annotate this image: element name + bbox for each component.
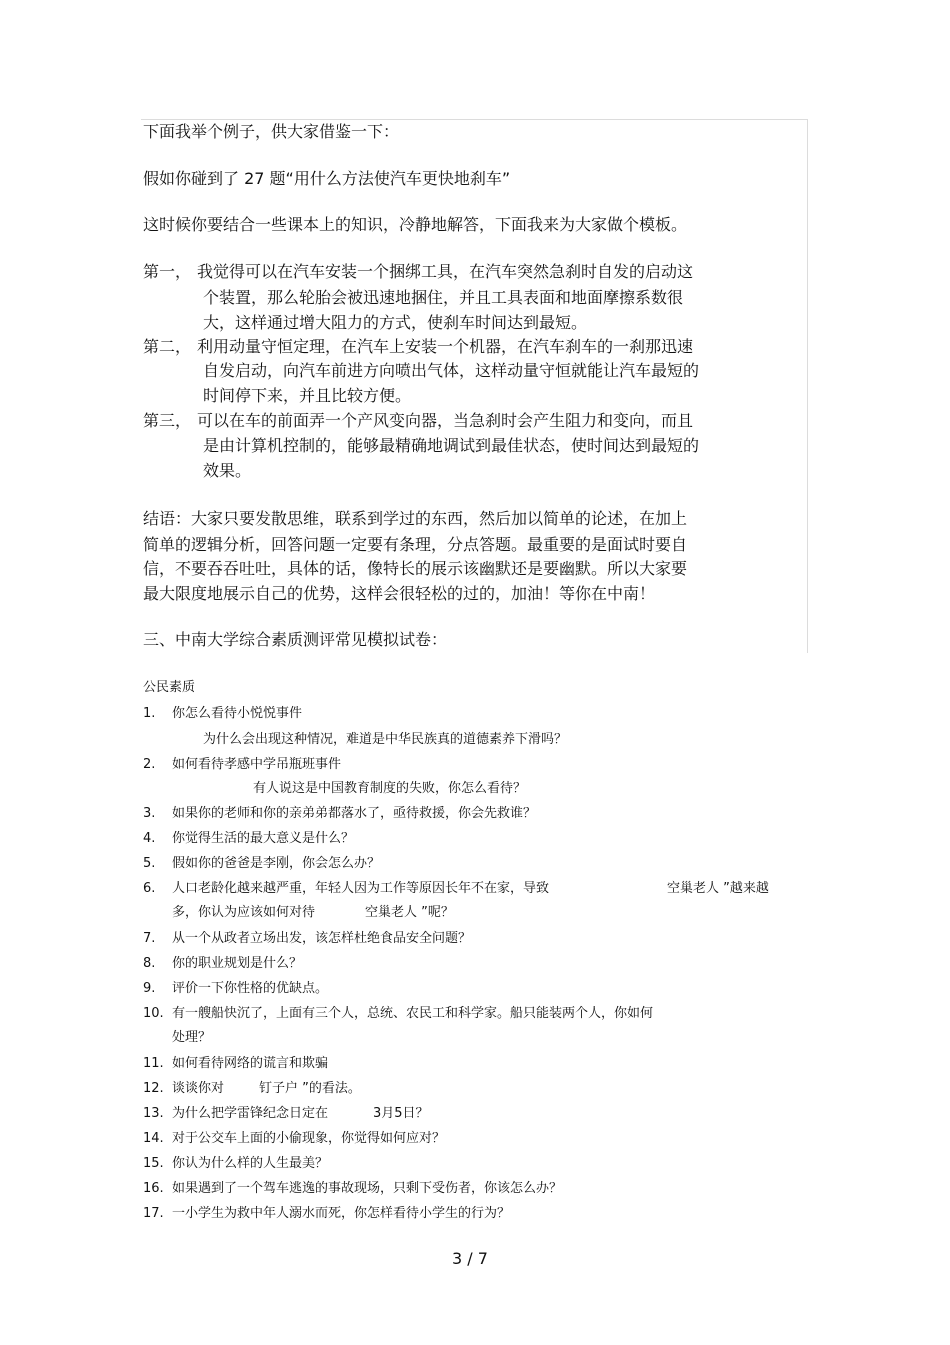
question-continuation: 多，你认为应该如何对待 <box>172 905 316 920</box>
question-text: 有一艘船快沉了，上面有三个人，总统、农民工和科学家。船只能装两个人，你如何 <box>172 1006 654 1021</box>
point-3-line-3: 效果。 <box>203 461 252 480</box>
question-text-quoted: 空巢老人 ”越来越 <box>667 881 769 896</box>
question-text: 评价一下你性格的优缺点。 <box>172 981 329 996</box>
point-1-label: 第一， <box>143 262 192 281</box>
question-text: 如果你的老师和你的亲弟弟都落水了，亟待救援，你会先救谁？ <box>172 806 537 821</box>
question-number: 11. <box>143 1056 164 1071</box>
question-number: 12. <box>143 1081 164 1096</box>
question-text: 一小学生为救中年人溺水而死，你怎样看待小学生的行为？ <box>172 1206 511 1221</box>
question-number: 3. <box>143 806 156 821</box>
question-number: 16. <box>143 1181 164 1196</box>
question-continuation: 处理？ <box>172 1030 212 1045</box>
question-number: 10. <box>143 1006 164 1021</box>
point-2-label: 第二， <box>143 337 192 356</box>
question-continuation-quoted: 空巢老人 ”呢？ <box>365 905 454 920</box>
question-text: 人口老龄化越来越严重，年轻人因为工作等原因长年不在家，导致 <box>172 881 550 896</box>
question-number: 17. <box>143 1206 164 1221</box>
point-1-line-2: 个装置，那么轮胎会被迅速地捆住，并且工具表面和地面摩擦系数很 <box>203 288 684 307</box>
question-number: 4. <box>143 831 156 846</box>
intro-paragraph-3: 这时候你要结合一些课本上的知识，冷静地解答，下面我来为大家做个模板。 <box>143 215 688 234</box>
question-text: 你怎么看待小悦悦事件 <box>172 706 303 721</box>
question-number: 2. <box>143 757 156 772</box>
point-3-label: 第三， <box>143 411 192 430</box>
question-subtext: 有人说这是中国教育制度的失败，你怎么看待？ <box>253 781 527 796</box>
question-number: 7. <box>143 931 156 946</box>
conclusion-line-4: 最大限度地展示自己的优势，这样会很轻松的过的，加油！等你在中南！ <box>143 584 656 603</box>
section-heading: 三、中南大学综合素质测评常见模拟试卷： <box>143 630 448 649</box>
question-number: 13. <box>143 1106 164 1121</box>
question-text: 如果遇到了一个驾车逃逸的事故现场，只剩下受伤者，你该怎么办？ <box>172 1181 563 1196</box>
question-text: 如何看待孝感中学吊瓶班事件 <box>172 757 342 772</box>
point-3-line-2: 是由计算机控制的，能够最精确地调试到最佳状态，使时间达到最短的 <box>203 436 700 455</box>
conclusion-line-2: 简单的逻辑分析，回答问题一定要有条理，分点答题。最重要的是面试时要自 <box>143 535 688 554</box>
conclusion-line-1: 结语：大家只要发散思维，联系到学过的东西，然后加以简单的论述，在加上 <box>143 509 688 528</box>
question-number: 5. <box>143 856 156 871</box>
subsection-title: 公民素质 <box>143 680 196 695</box>
intro-paragraph-2: 假如你碰到了 27 题“用什么方法使汽车更快地刹车” <box>143 169 511 188</box>
point-1-line-3: 大，这样通过增大阻力的方式，使刹车时间达到最短。 <box>203 313 588 332</box>
question-text: 你的职业规划是什么？ <box>172 956 303 971</box>
conclusion-line-3: 信，不要吞吞吐吐，具体的话，像特长的展示该幽默还是要幽默。所以大家要 <box>143 559 688 578</box>
intro-paragraph-1: 下面我举个例子，供大家借鉴一下： <box>143 122 400 141</box>
question-text-quoted: 钉子户 ”的看法。 <box>259 1081 361 1096</box>
point-1-line-1: 我觉得可以在汽车安装一个捆绑工具，在汽车突然急刹时自发的启动这 <box>197 262 694 281</box>
point-2-line-3: 时间停下来，并且比较方便。 <box>203 386 412 405</box>
point-2-line-1: 利用动量守恒定理，在汽车上安装一个机器，在汽车刹车的一刹那迅速 <box>197 337 694 356</box>
question-text: 你认为什么样的人生最美？ <box>172 1156 329 1171</box>
question-text: 从一个从政者立场出发，该怎样杜绝食品安全问题？ <box>172 931 472 946</box>
question-text: 谈谈你对 <box>172 1081 225 1096</box>
question-text: 如何看待网络的谎言和欺骗 <box>172 1056 329 1071</box>
question-subtext: 为什么会出现这种情况，难道是中华民族真的道德素养下滑吗？ <box>203 732 568 747</box>
question-text: 对于公交车上面的小偷现象，你觉得如何应对？ <box>172 1131 446 1146</box>
question-number: 1. <box>143 706 156 721</box>
question-number: 6. <box>143 881 156 896</box>
question-number: 8. <box>143 956 156 971</box>
question-number: 15. <box>143 1156 164 1171</box>
point-3-line-1: 可以在车的前面弄一个产风变向器，当急刹时会产生阻力和变向，而且 <box>197 411 694 430</box>
question-text-date: 3月5日？ <box>373 1106 429 1121</box>
question-text: 你觉得生活的最大意义是什么？ <box>172 831 355 846</box>
question-text: 为什么把学雷锋纪念日定在 <box>172 1106 329 1121</box>
point-2-line-2: 自发启动，向汽车前进方向喷出气体，这样动量守恒就能让汽车最短的 <box>203 361 700 380</box>
question-number: 9. <box>143 981 156 996</box>
page-number: 3 / 7 <box>452 1249 488 1268</box>
question-text: 假如你的爸爸是李刚，你会怎么办？ <box>172 856 381 871</box>
question-number: 14. <box>143 1131 164 1146</box>
